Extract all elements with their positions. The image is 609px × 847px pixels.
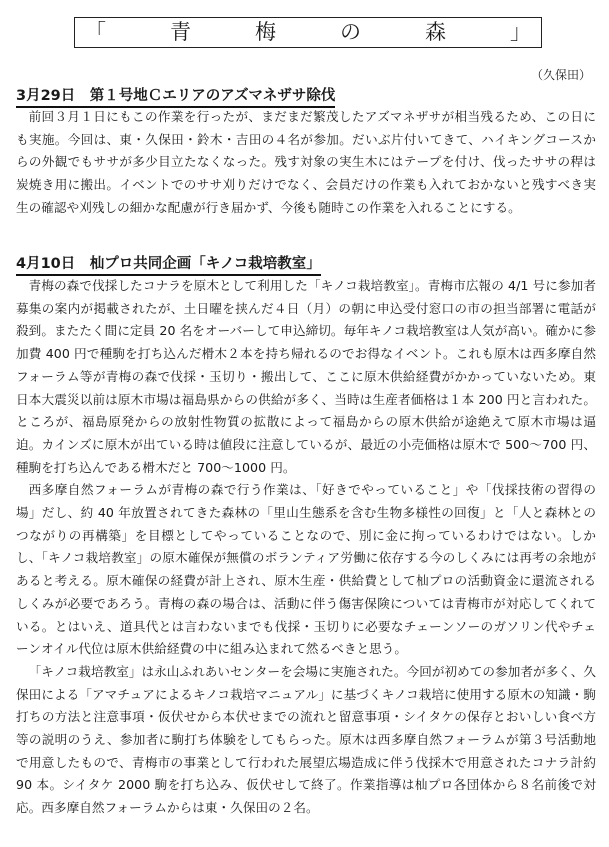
title-close-bracket: 」 xyxy=(510,20,531,44)
title-char-1: 青 xyxy=(170,20,191,44)
title-char-2: 梅 xyxy=(255,20,276,44)
title-char-4: 森 xyxy=(425,20,446,44)
paragraph: 青梅の森で伐採したコナラを原木として利用した「キノコ栽培教室」。青梅市広報の 4/1 号に参加者募集の案内が掲載されたが、土日曜を挟んだ４日（月）の朝に申込受付窓口の市の担当部署に電話が殺到。またたく間に定員 20 名をオーバーして申込締切。毎年キノコ栽培教室は人気が高い。確かに参加費 400 円で種駒を打ち込んだ榾木２本を持ち帰れるのでお得なイベント。これも原木は西多摩自然フォーラム等が青梅の森で伐採・玉切り・搬出して、ここに原木供給経費がかかっていないため。東日本大震災以前は原木市場は福島県からの供給が多く、当時は生産者価格は１本 200 円と言われた。ところが、福島原発からの放射性物質の拡散によって福島からの原木供給が途絶えて原木市場は逼迫。カインズに原木が出ている時は値段に注意しているが、最近の小売価格は原木で 500～700 円、種駒を打ち込んである榾木だと 700～1000 円。 xyxy=(16,278,596,475)
paragraph: 前回３月１日にもこの作業を行ったが、まだまだ繁茂したアズマネザサが相当残るため、この日にも実施。今回は、東・久保田・鈴木・吉田の４名が参加。だいぶ片付いてきて、ハイキングコースからの外観でもササが多少目立たなくなった。残す対象の実生木にはテープを付け、伐ったササの稈は炭焼き用に搬出。イベントでのササ刈りだけでなく、会員だけの作業も入れておかないと残すべき実生の確認や刈残しの細かな配慮が行き届かず、今後も随時この作業を入れることにする。 xyxy=(16,109,596,215)
section-heading-march: 3月29日 第１号地Ｃエリアのアズマネザサ除伐 xyxy=(16,87,335,108)
section-body-march xyxy=(16,106,596,220)
paragraph: 西多摩自然フォーラムが青梅の森で行う作業は、「好きでやっていること」や「伐採技術の習得の場」だし、約 40 年放置されてきた森林の「里山生態系を含む生物多様性の回復」と「人と森林とのつながりの再構築」を目標としてやっていることなので、別に金に拘っているわけではない。しかし、「キノコ栽培教室」の原木確保が無償のボランティア労働に依存する今のしくみには再考の余地があると考える。原木確保の経費が計上され、原木生産・供給費として杣プロの活動資金に還流されるしくみが必要であろう。青梅の森の場合は、活動に伴う傷害保険については青梅市が対応してくれている。とはいえ、道具代とは言わないまでも伐採・玉切りに必要なチェーンソーのガソリン代やチェーンオイル代位は原木供給経費の中に組み込まれて然るべきと思う。 xyxy=(16,482,596,657)
title-char-3: の xyxy=(340,20,361,44)
section-body-april xyxy=(16,275,596,820)
document-title-box xyxy=(74,17,542,48)
paragraph: 「キノコ栽培教室」は永山ふれあいセンターを会場に実施された。今回が初めての参加者が多く、久保田による「アマチュアによるキノコ栽培マニュアル」に基づくキノコ栽培に使用する原木の知識・駒打ちの方法と注意事項・仮伏せから本伏せまでの流れと留意事項・シイタケの保存とおいしい食べ方等の説明のうえ、参加者に駒打ち体験をしてもらった。原木は西多摩自然フォーラムが第３号活動地で用意したもので、青梅市の事業として行われた展望広場造成に伴う伐採木で用意されたコナラ計約 90 本。シイタケ 2000 駒を打ち込み、仮伏せして終了。作業指導は杣プロ各団体から８名前後で対応。西多摩自然フォーラムからは東・久保田の２名。 xyxy=(16,663,596,816)
title-open-bracket: 「 xyxy=(85,20,106,44)
section-heading-april: 4月10日 杣プロ共同企画「キノコ栽培教室」 xyxy=(16,255,321,276)
author-name: （久保田） xyxy=(530,68,591,82)
